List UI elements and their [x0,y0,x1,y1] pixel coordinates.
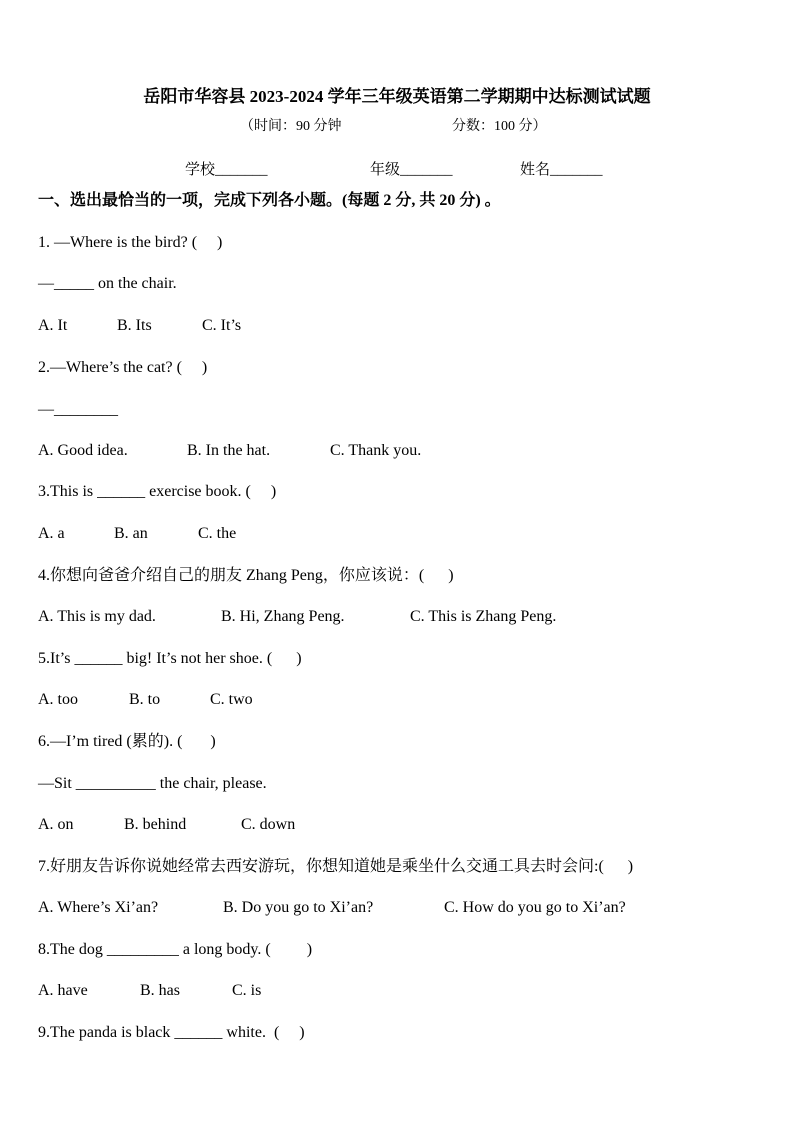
question-3-option-a: A. a [38,525,65,542]
question-8-stem: 8.The dog _________ a long body. ( ) [38,941,313,958]
question-2-stem: 2.—Where’s the cat? ( ) [38,359,208,376]
question-6-option-a: A. on [38,816,74,833]
question-5-option-c: C. two [210,691,253,708]
question-5-option-a: A. too [38,691,78,708]
question-1-option-a: A. It [38,317,68,334]
question-2-option-a: A. Good idea. [38,442,128,459]
question-9-stem: 9.The panda is black ______ white. ( ) [38,1024,305,1041]
school-field: 学校_______ [185,162,268,178]
question-8-option-a: A. have [38,982,88,999]
question-7-stem: 7.好朋友告诉你说她经常去西安游玩，你想知道她是乘坐什么交通工具去时会问:( ) [38,858,634,875]
question-4-option-c: C. This is Zhang Peng. [410,608,557,625]
exam-time: （时间：90 分钟 [240,119,342,134]
question-4-stem: 4.你想向爸爸介绍自己的朋友 Zhang Peng，你应该说：( ) [38,567,454,584]
question-6-stem: 6.—I’m tired (累的). ( ) [38,733,216,750]
question-6-option-b: B. behind [124,816,187,833]
question-3-option-c: C. the [198,525,237,542]
question-2-option-c: C. Thank you. [330,442,422,459]
question-7-option-c: C. How do you go to Xi’an? [444,899,626,916]
question-6-option-c: C. down [241,816,296,833]
section-heading: 一、选出最恰当的一项，完成下列各小题。(每题 2 分, 共 20 分) 。 [38,192,501,209]
question-3-option-b: B. an [114,525,148,542]
exam-title: 岳阳市华容县 2023-2024 学年三年级英语第二学期期中达标测试试题 [143,87,651,106]
question-2-answer-line: —________ [38,401,118,418]
question-1-option-c: C. It’s [202,317,242,334]
question-5-option-b: B. to [129,691,161,708]
question-8-option-b: B. has [140,982,180,999]
grade-field: 年级_______ [370,162,453,178]
question-3-stem: 3.This is ______ exercise book. ( ) [38,483,277,500]
question-1-option-b: B. Its [117,317,152,334]
exam-score: 分数：100 分） [452,119,547,134]
question-1-answer-line: —_____ on the chair. [38,275,177,292]
question-1-stem: 1. —Where is the bird? ( ) [38,234,223,251]
question-4-option-a: A. This is my dad. [38,608,156,625]
question-7-option-b: B. Do you go to Xi’an? [223,899,374,916]
question-5-stem: 5.It’s ______ big! It’s not her shoe. ( ) [38,650,302,667]
question-4-option-b: B. Hi, Zhang Peng. [221,608,345,625]
question-7-option-a: A. Where’s Xi’an? [38,899,159,916]
name-field: 姓名_______ [520,162,603,178]
question-8-option-c: C. is [232,982,262,999]
question-6-answer-line: —Sit __________ the chair, please. [38,775,267,792]
question-2-option-b: B. In the hat. [187,442,271,459]
